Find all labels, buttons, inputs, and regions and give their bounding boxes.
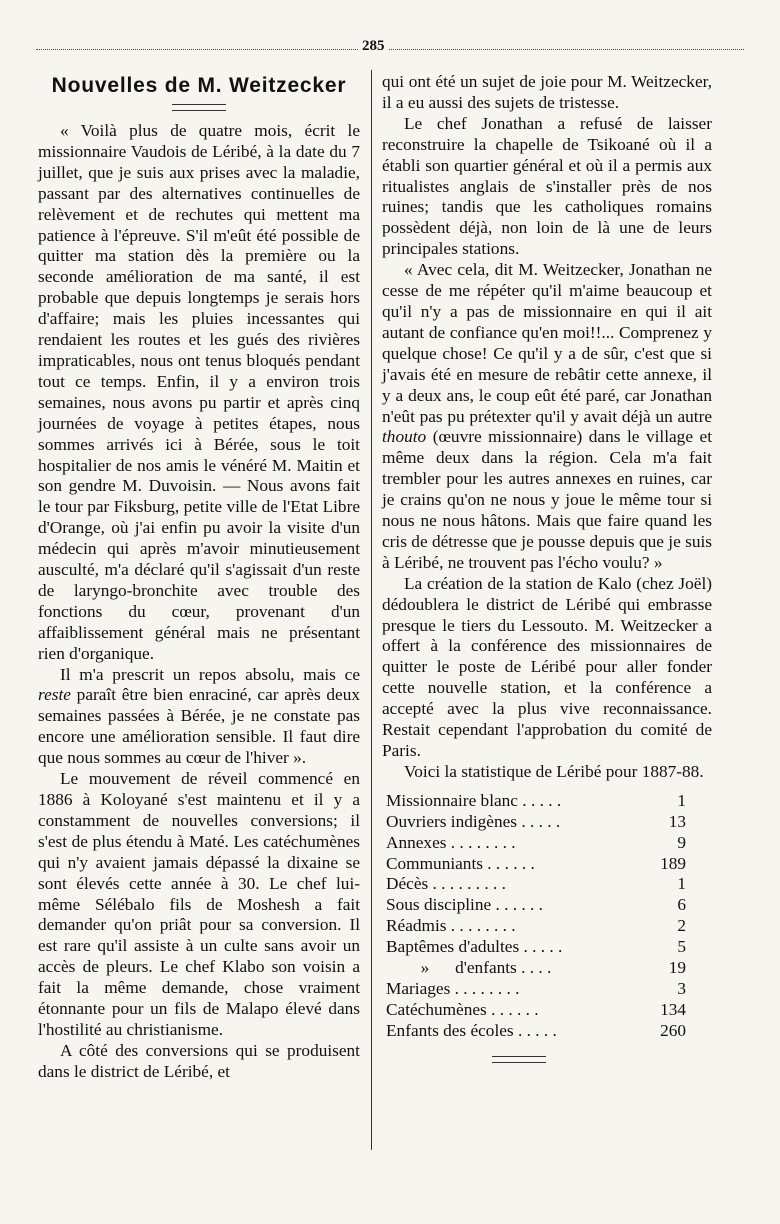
- right-column: [382, 72, 712, 1073]
- stat-label: Mariages . . . . . . . .: [386, 978, 520, 998]
- column-divider: [371, 70, 372, 1150]
- stat-label: Missionnaire blanc . . . . .: [386, 790, 562, 810]
- left-column: [38, 72, 360, 1083]
- emphasis: thouto: [382, 427, 427, 447]
- stat-value: 1: [677, 874, 686, 894]
- stat-value: 189: [660, 853, 686, 873]
- page-number: 285: [358, 38, 389, 55]
- text-run: (œuvre missionnaire) dans le village et même deux dans la région. Cela m'a fait trembler pour les autres annexes en ruines, car je crains qu'on ne nous y joue le même tour si nous ne nous hâtons. Mais que faire quand les cris de détresse que je pousse depuis que je suis à Léribé, ne trouvent pas l'écho voulu? »: [382, 427, 712, 572]
- page-header: [36, 38, 744, 58]
- stat-row: [386, 958, 686, 979]
- text-run: « Avec cela, dit M. Weitzecker, Jonathan ne cesse de me répéter qu'il m'aime beaucoup et qu'il n'y a pas de missionnaire en qui il ait autant de confiance qu'en moi!!... Comprenez y quelque chose! Ce qu'il y a de sûr, c'est que si j'avais été en mesure de rebâtir cette annexe, il y a deux ans, le coup eût été paré, car Jonathan n'eût pas pu prétexter qu'il y avait déjà un autre: [382, 260, 712, 426]
- paragraph: Le mouvement de réveil commencé en 1886 à Koloyané s'est maintenu et il y a constamment de nouvelles conversions; il s'est de plus étendu à Maté. Les catéchumènes qui n'y avaient jamais dépassé la dixaine se sont élevés cette année à 30. Le chef lui-même Sélébalo fils de Moshesh a fait demander qu'on priât pour sa conversion. Il est rare qu'il assiste à un culte sans avoir un accès de pleurs. Le chef Klabo son voisin a fait la même demande, chose vraiment étonnante pour un fils de Malapo élevé dans l'hostilité au christianisme.: [38, 769, 360, 1039]
- stat-row: [386, 874, 686, 895]
- stat-row: [386, 791, 686, 812]
- stat-label: Enfants des écoles . . . . .: [386, 1020, 557, 1040]
- stat-value: 3: [677, 978, 686, 998]
- paragraph: [38, 665, 360, 770]
- stat-value: 19: [668, 958, 686, 978]
- stat-label: Annexes . . . . . . . .: [386, 832, 516, 852]
- stat-row: [386, 937, 686, 958]
- stat-value: 1: [677, 790, 686, 810]
- stat-value: 5: [677, 937, 686, 957]
- stat-value: 260: [660, 1020, 686, 1040]
- title-ornament: [172, 104, 226, 111]
- stat-row: [386, 812, 686, 833]
- stat-row: [386, 1000, 686, 1021]
- stat-label: Sous discipline . . . . . .: [386, 895, 543, 915]
- stat-row: [386, 854, 686, 875]
- paragraph: A côté des conversions qui se produisent dans le district de Léribé, et: [38, 1040, 360, 1081]
- text-run: Il m'a prescrit un repos absolu, mais ce: [60, 664, 360, 684]
- emphasis: reste: [38, 685, 71, 705]
- stat-value: 6: [677, 895, 686, 915]
- end-ornament: [492, 1056, 546, 1063]
- stat-row: [386, 833, 686, 854]
- stat-row: [386, 895, 686, 916]
- paragraph: Le chef Jonathan a refusé de laisser reconstruire la chapelle de Tsikoané où il a établi son quartier général et où il a permis aux ritualistes anglais de s'installer près de nos ruines; tandis que les catholiques romains possèdent déjà, non loin de là une de leurs principales stations.: [382, 113, 712, 259]
- header-rule: [36, 49, 744, 50]
- paragraph: qui ont été un sujet de joie pour M. Weitzecker, il a eu aussi des sujets de tristesse.: [382, 72, 712, 112]
- stat-label: » d'enfants . . . .: [386, 958, 552, 978]
- paragraph: Voici la statistique de Léribé pour 1887-88.: [404, 761, 704, 781]
- stat-value: 9: [677, 832, 686, 852]
- stat-label: Décès . . . . . . . . .: [386, 874, 506, 894]
- paragraph: [382, 260, 712, 574]
- stat-row: [386, 979, 686, 1000]
- stat-label: Ouvriers indigènes . . . . .: [386, 811, 561, 831]
- stat-value: 134: [660, 999, 686, 1019]
- paragraph: « Voilà plus de quatre mois, écrit le missionnaire Vaudois de Léribé, à la date du 7 juillet, que je suis aux prises avec la maladie, passant par des alternatives continuelles de relèvement et de rechutes qui mettent ma patience à l'épreuve. S'il m'eût été possible de quitter ma station dès la première ou la seconde amélioration de ma santé, il est probable que depuis longtemps je serais hors d'affaire; mais les pluies incessantes qui rendaient les routes et les gués des rivières impraticables, nous ont tenus bloqués pendant tout ce temps. Enfin, il y a environ trois semaines, nous avons pu partir et après cinq journées de voyage à petites étapes, nous sommes arrivés ici à Bérée, sous le toit hospitalier de nos amis le vénéré M. Maitin et son gendre M. Duvoisin. — Nous avons fait le tour par Fiksburg, petite ville de l'Etat Libre d'Orange, où j'ai enfin pu avoir la visite d'un médecin qui après m'avoir minutieusement ausculté, m'a déclaré qu'il s'agissait d'un reste de laryngo-bronchite avec trouble des fonctions du cœur, provenant d'un affaiblissement général mais ne présentant rien d'organique.: [38, 121, 360, 663]
- stat-label: Catéchumènes . . . . . .: [386, 999, 539, 1019]
- paragraph: La création de la station de Kalo (chez Joël) dédoublera le district de Léribé qui embrasse presque le tiers du Lessouto. M. Weitzecker a offert à la conférence des missionnaires de quitter le poste de Léribé pour aller fonder cette nouvelle station, et la conférence a accepté avec la plus vive reconnaissance. Restait cependant l'approbation du comité de Paris.: [382, 573, 712, 760]
- stat-row: [386, 916, 686, 937]
- stat-value: 13: [668, 811, 686, 831]
- stat-value: 2: [677, 916, 686, 936]
- stat-label: Baptêmes d'adultes . . . . .: [386, 937, 563, 957]
- stat-label: Réadmis . . . . . . . .: [386, 916, 516, 936]
- article-title: Nouvelles de M. Weitzecker: [51, 74, 347, 97]
- text-run: paraît être bien enraciné, car après deux semaines passées à Bérée, je ne constate pas encore une amélioration sensible. Il faut dire que nous sommes au cœur de l'hiver ».: [38, 685, 360, 768]
- statistics-table: [386, 791, 686, 1042]
- stat-row: [386, 1021, 686, 1042]
- stat-label: Communiants . . . . . .: [386, 853, 535, 873]
